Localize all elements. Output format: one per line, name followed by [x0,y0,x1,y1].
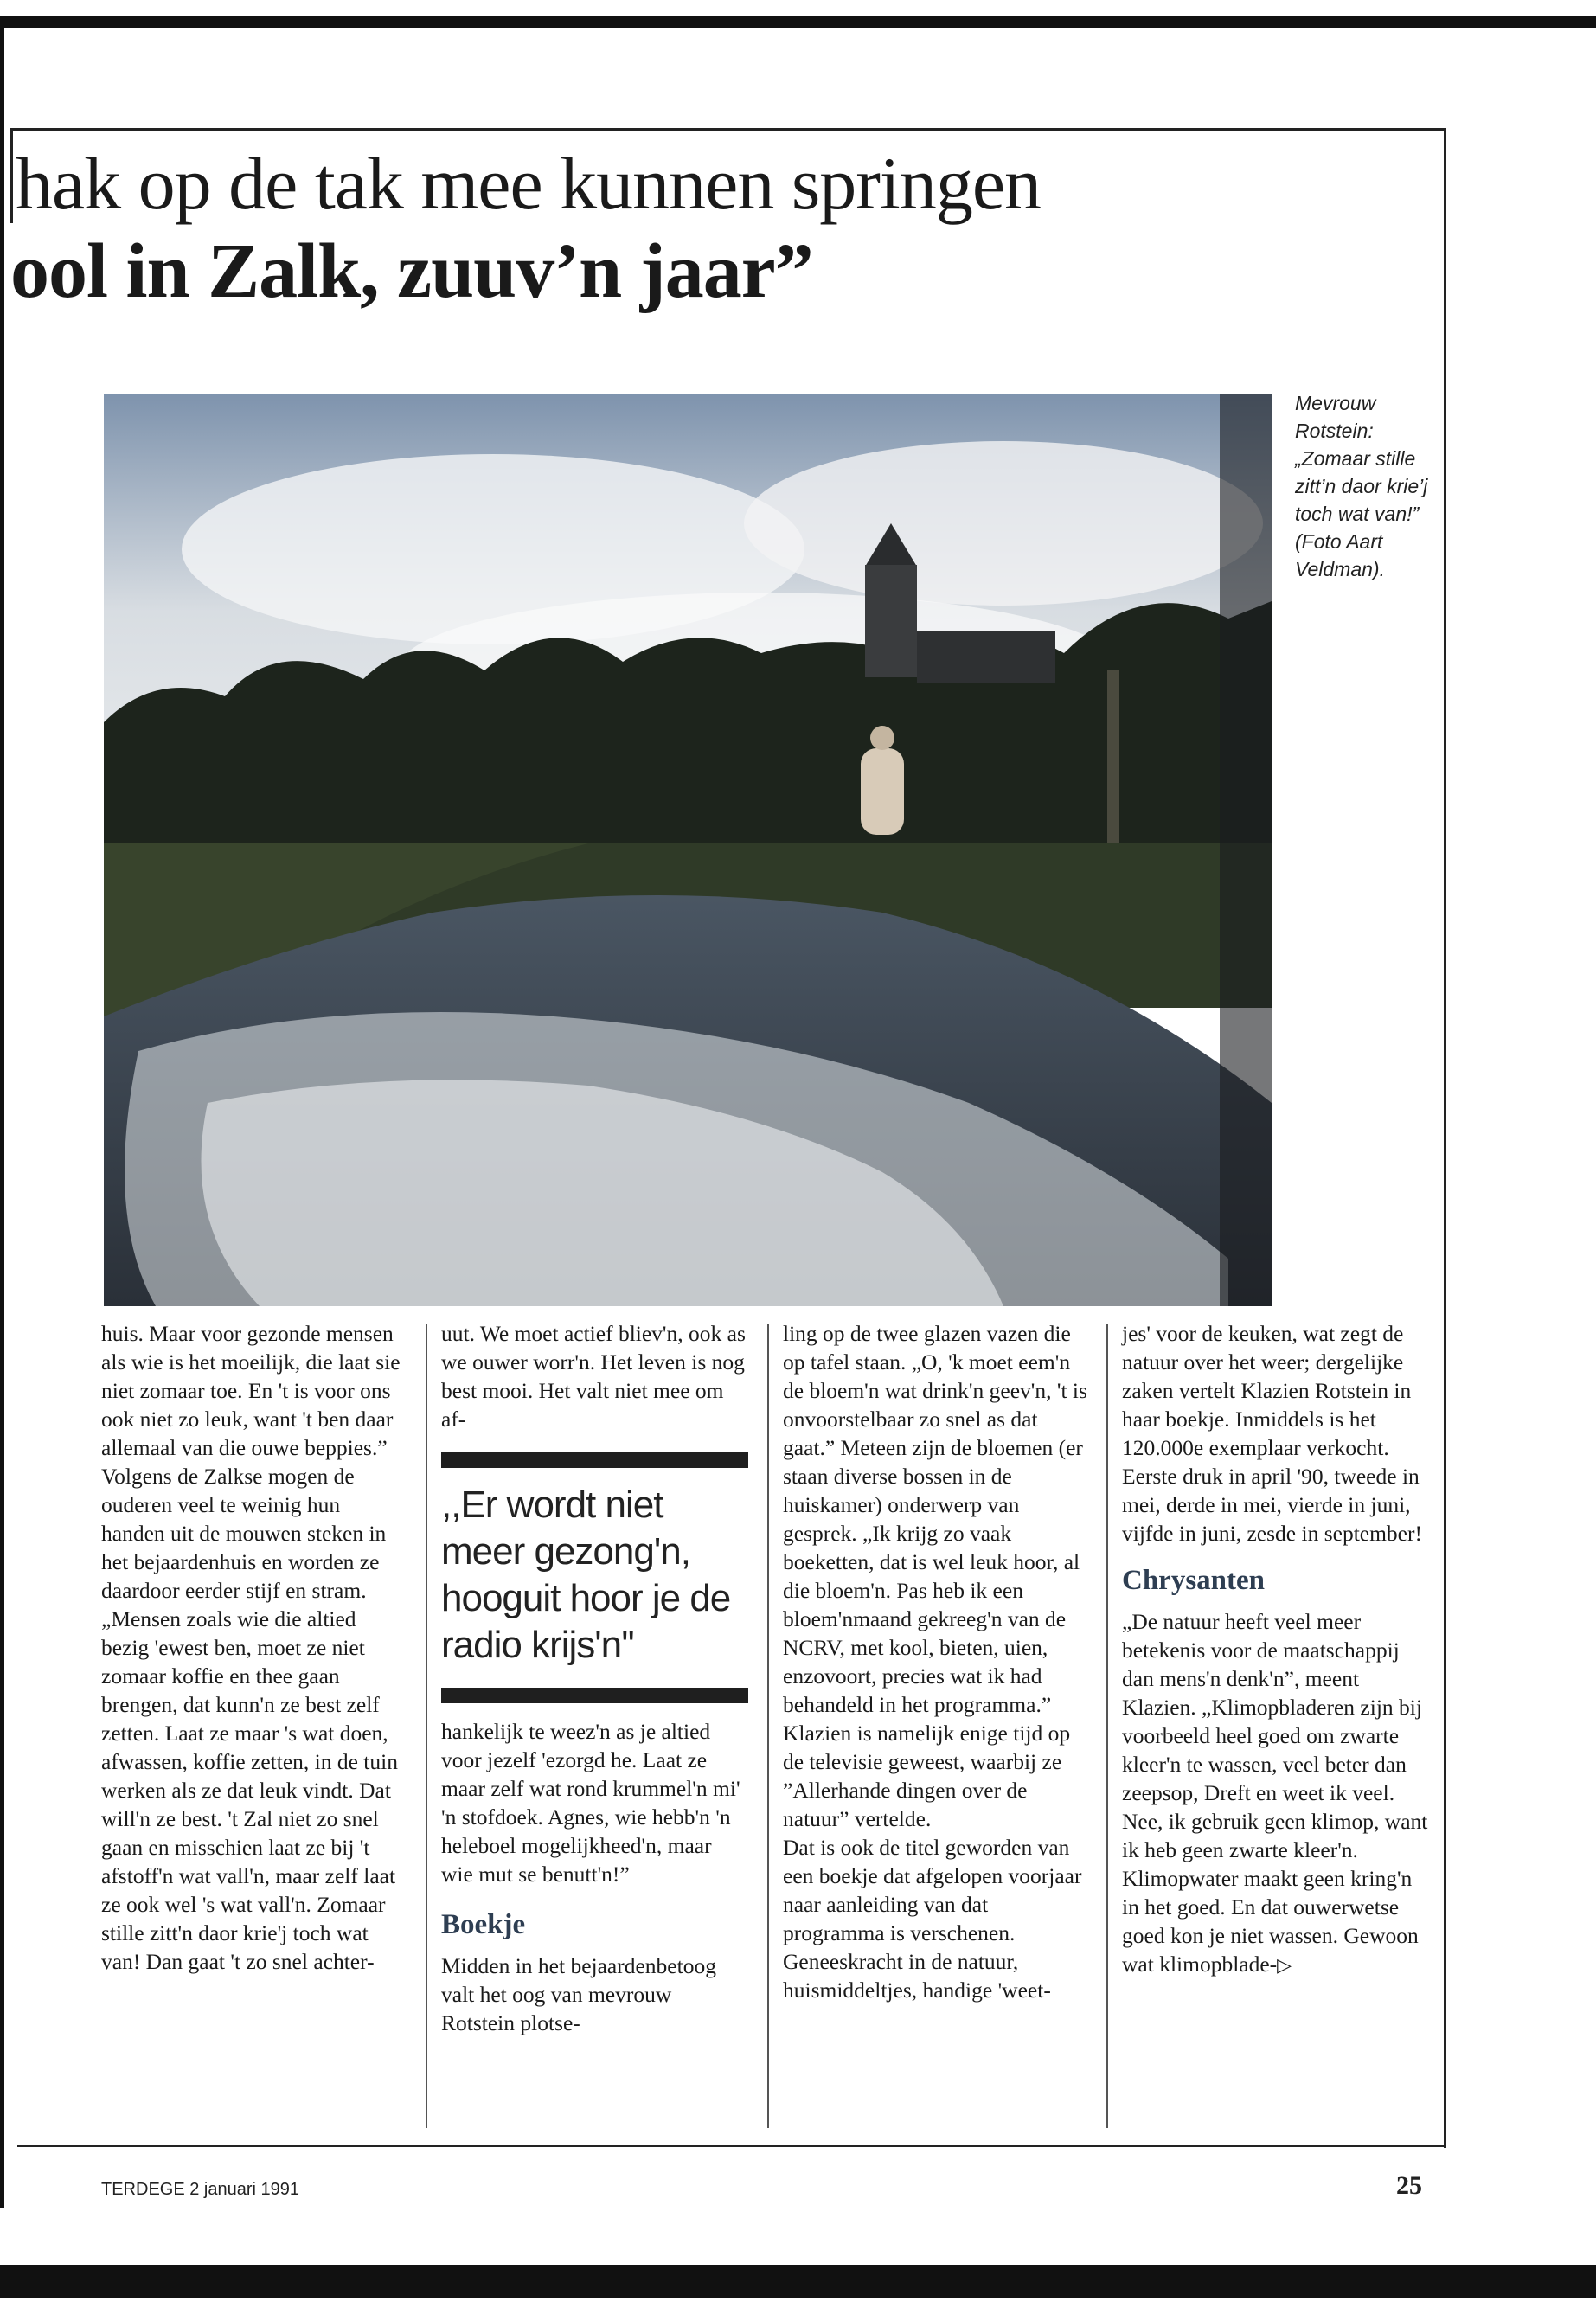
pullquote: ,,Er wordt niet meer gezong'n, hooguit hoor je de radio krijs'n'' [441,1484,731,1666]
subheading-boekje: Boekje [441,1909,526,1940]
column-divider [767,1324,769,2128]
pullquote-top-bar [441,1452,748,1468]
article-column-4 [1122,1319,1429,1979]
column-4-paragraph-2 [1122,1607,1429,1979]
footer-publication: TERDEGE 2 januari 1991 [101,2180,300,2199]
photo-church-tower [865,565,917,677]
photo-church-roof [917,631,1055,683]
column-divider [1106,1324,1108,2128]
photo-caption: Mevrouw Rotstein: „Zomaar stille zitt’n daor krie’j toch wat van!” (Foto Aart Veldman). [1295,392,1428,580]
article-column-1 [101,1319,408,1976]
article-column-3 [783,1319,1090,2004]
top-border-bar [0,16,1596,28]
photo-fence-post [1107,670,1119,843]
frame-right-rule [1444,128,1446,2148]
column-1-paragraph-1: huis. Maar voor gezonde mensen als wie is het moeilijk, die laat sie niet zomaar toe. En 't is voor ons ook niet zo leuk, want 't ben daar allemaal van die ouwe beppies.” Volgens de Zalkse mogen de ouderen veel te weinig hun handen uit de mouwen steken in het bejaardenhuis en worden ze daardoor eerder stijf en stram. [101,1321,401,1603]
frame-left-rule [10,128,13,223]
column-3-paragraph-2: Dat is ook de titel geworden van een boekje dat afgelopen voorjaar naar aanleiding van dat programma is verschenen. Geneeskracht in de natuur, huismiddeltjes, handige 'weet- [783,1835,1082,2003]
column-3-paragraph-1: ling op de twee glazen vazen die op tafel staan. „O, 'k moet eem'n de bloem'n wat drink'n geev'n, 't is onvoorstelbaar zo snel as dat gaat.” Meteen zijn de bloemen (er staan diverse bossen in de huiskamer) onderwerp van gesprek. „Ik krijg zo vaak boeketten, dat is wel leuk hoor, al die bloem'n. Pas heb ik een bloem'nmaand gekreeg'n van de NCRV, met kool, bieten, uien, enzovoort, precies wat ik had behandeld in het programma.” Klazien is namelijk enige tijd op de televisie geweest, waarbij ze ”Allerhande dingen over de natuur” vertelde. [783,1321,1087,1831]
pullquote-bottom-bar [441,1688,748,1703]
continue-arrow-icon: ▷ [1277,1954,1292,1976]
frame-top-rule [10,128,1446,131]
column-2-paragraph-2: hankelijk te weez'n as je altied voor jezelf 'ezorgd he. Laat ze maar zelf wat rond krummel'n mi' 'n stofdoek. Agnes, wie hebb'n 'n heleboel mogelijkheed'n, maar wie mut se benutt'n!” [441,1719,740,1887]
photo-dark-edge [1220,394,1272,1306]
column-4-paragraph-2-text: „De natuur heeft veel meer betekenis voor de maatschappij dan mens'n denk'n”, meent Klazien. „Klimopbladeren zijn bij voorbeeld heel goed om zwarte kleer'n te wassen, veel beter dan zeepsop, Dreft en weet ik veel. Nee, ik gebruik geen klimop, want ik heb geen zwarte kleer'n. Klimopwater maakt geen kring'n in het goed. En dat ouwerwetse goed kon je niet wassen. Gewoon wat klimopblade- [1122,1609,1428,1977]
photo-woman-head [870,726,894,750]
column-1-paragraph-2: „Mensen zoals wie die altied bezig 'ewest ben, moet ze niet zomaar koffie en thee gaan brengen, dat kunn'n ze best zelf zetten. Laat ze maar 's wat doen, afwassen, koffie zetten, in de tuin werken als ze dat leuk vindt. Dat will'n ze best. 't Zal niet zo snel gaan en misschien laat ze bij 't afstoff'n wat vall'n, maar zelf laat ze ook wel 's wat vall'n. Zomaar stille zitt'n daor krie'j toch wat van! Dan gaat 't zo snel achter- [101,1606,398,1974]
photo-cloud [744,441,1263,606]
column-2-paragraph-1: uut. We moet actief bliev'n, ook as we ouwer worr'n. Het leven is nog best mooi. Het valt niet mee om af- [441,1321,746,1432]
subheading-chrysanten: Chrysanten [1122,1565,1266,1596]
headline-line-1: hak op de tak mee kunnen springen [16,142,1041,225]
column-4-paragraph-1: jes' voor de keuken, wat zegt de natuur over het weer; dergelijke zaken vertelt Klazien Rotstein in haar boekje. Inmiddels is het 120.000e exemplaar verkocht. Eerste druk in april '90, tweede in mei, derde in mei, vierde in juni, vijfde in juni, zesde in september! [1122,1321,1422,1546]
article-photo [104,394,1272,1306]
frame-bottom-rule [17,2145,1446,2147]
column-divider [426,1324,427,2128]
article-column-2 [441,1319,748,2037]
page-number: 25 [1396,2171,1422,2200]
column-2-paragraph-3: Midden in het bejaardenbetoog valt het oog van mevrouw Rotstein plotse- [441,1953,716,2035]
bottom-border-bar [0,2265,1596,2298]
photo-woman-figure [861,748,904,835]
left-border-rule [0,28,4,2208]
headline-line-2: ool in Zalk, zuuv’n jaar” [10,228,813,314]
